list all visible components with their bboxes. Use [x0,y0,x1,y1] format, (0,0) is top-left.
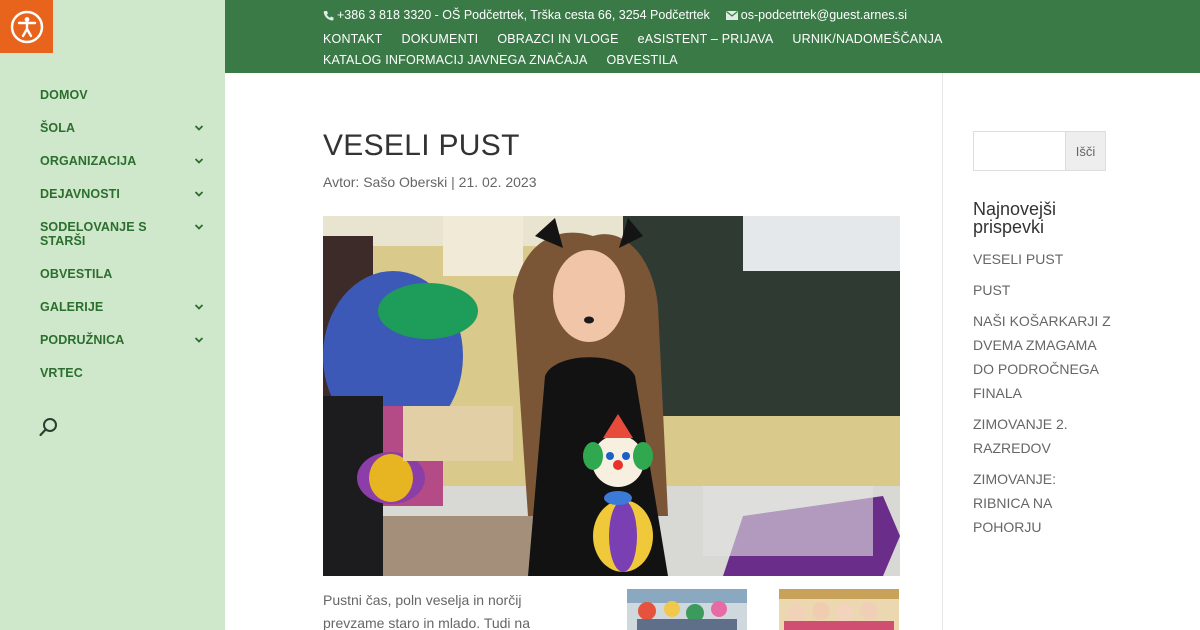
recent-posts-title: Najnovejši prispevki [973,199,1057,237]
topnav-item-easistent[interactable]: eASISTENT – PRIJAVA [637,32,774,46]
email-link[interactable]: os-podcetrtek@guest.arnes.si [740,8,908,22]
nav-item-label: VRTEC [40,366,83,380]
post-meta: Avtor: Sašo Oberski | 21. 02. 2023 [323,174,537,190]
chevron-down-icon[interactable] [194,156,204,166]
sidebar-divider [942,73,943,630]
topnav-item-urnik[interactable]: URNIK/NADOMEŠČANJA [792,32,943,46]
recent-post-link[interactable]: ZIMOVANJE 2. RAZREDOV [973,416,1068,456]
post-title: VESELI PUST [323,129,520,162]
gallery-photo [779,589,899,630]
gallery-thumbnail[interactable] [627,589,747,630]
nav-item-label: ORGANIZACIJA [40,154,137,168]
main-navigation [40,88,210,399]
nav-item-obvestila[interactable] [40,267,210,281]
search-icon[interactable] [38,416,60,438]
nav-item-label: ŠOLA [40,121,76,135]
nav-item-domov[interactable] [40,88,210,102]
contact-info [323,8,907,22]
nav-item-label: SODELOVANJE S STARŠI [40,220,147,248]
phone-icon [323,10,334,21]
nav-item-vrtec[interactable] [40,366,210,380]
recent-post-link[interactable]: VESELI PUST [973,251,1064,267]
chevron-down-icon[interactable] [194,189,204,199]
recent-post-link[interactable]: PUST [973,282,1011,298]
nav-item-organizacija[interactable] [40,154,210,168]
nav-item-label: OBVESTILA [40,267,113,281]
phone-address-text[interactable]: +386 3 818 3320 - OŠ Podčetrtek, Trška cesta 66, 3254 Podčetrtek [337,8,710,22]
search-button[interactable]: Išči [1065,131,1106,171]
nav-item-label: GALERIJE [40,300,104,314]
topnav-item-obrazci[interactable]: OBRAZCI IN VLOGE [497,32,619,46]
nav-item-galerije[interactable] [40,300,210,314]
topnav-item-katalog[interactable]: KATALOG INFORMACIJ JAVNEGA ZNAČAJA [323,53,588,67]
nav-item-podruznica[interactable] [40,333,210,347]
chevron-down-icon[interactable] [194,335,204,345]
recent-post-link[interactable]: NAŠI KOŠARKARJI Z DVEMA ZMAGAMA DO PODROČNEGA FINALA [973,313,1111,401]
gallery-thumbnail[interactable] [779,589,899,630]
topnav-item-kontakt[interactable]: KONTAKT [323,32,383,46]
recent-posts-list [973,247,1113,546]
nav-item-dejavnosti[interactable] [40,187,210,201]
featured-image[interactable] [323,216,900,576]
search-input[interactable] [973,131,1065,171]
email-icon [726,11,738,20]
accessibility-button[interactable] [0,0,53,53]
topnav-item-obvestila[interactable]: OBVESTILA [606,53,678,67]
chevron-down-icon[interactable] [194,222,204,232]
gallery-photo [627,589,747,630]
left-sidebar [0,0,225,630]
chevron-down-icon[interactable] [194,302,204,312]
top-header [225,0,1200,73]
topnav-item-dokumenti[interactable]: DOKUMENTI [401,32,479,46]
chevron-down-icon[interactable] [194,123,204,133]
nav-item-sodelovanje[interactable] [40,220,210,248]
featured-photo [323,216,900,576]
recent-post-link[interactable]: ZIMOVANJE: RIBNICA NA POHORJU [973,471,1056,535]
top-navigation [323,29,963,71]
nav-item-label: PODRUŽNICA [40,333,125,347]
nav-item-label: DOMOV [40,88,88,102]
nav-item-label: DEJAVNOSTI [40,187,120,201]
nav-item-sola[interactable] [40,121,210,135]
accessibility-icon [10,10,44,44]
post-excerpt: Pustni čas, poln veselja in norčij prevzame staro in mlado. Tudi na [323,592,530,630]
